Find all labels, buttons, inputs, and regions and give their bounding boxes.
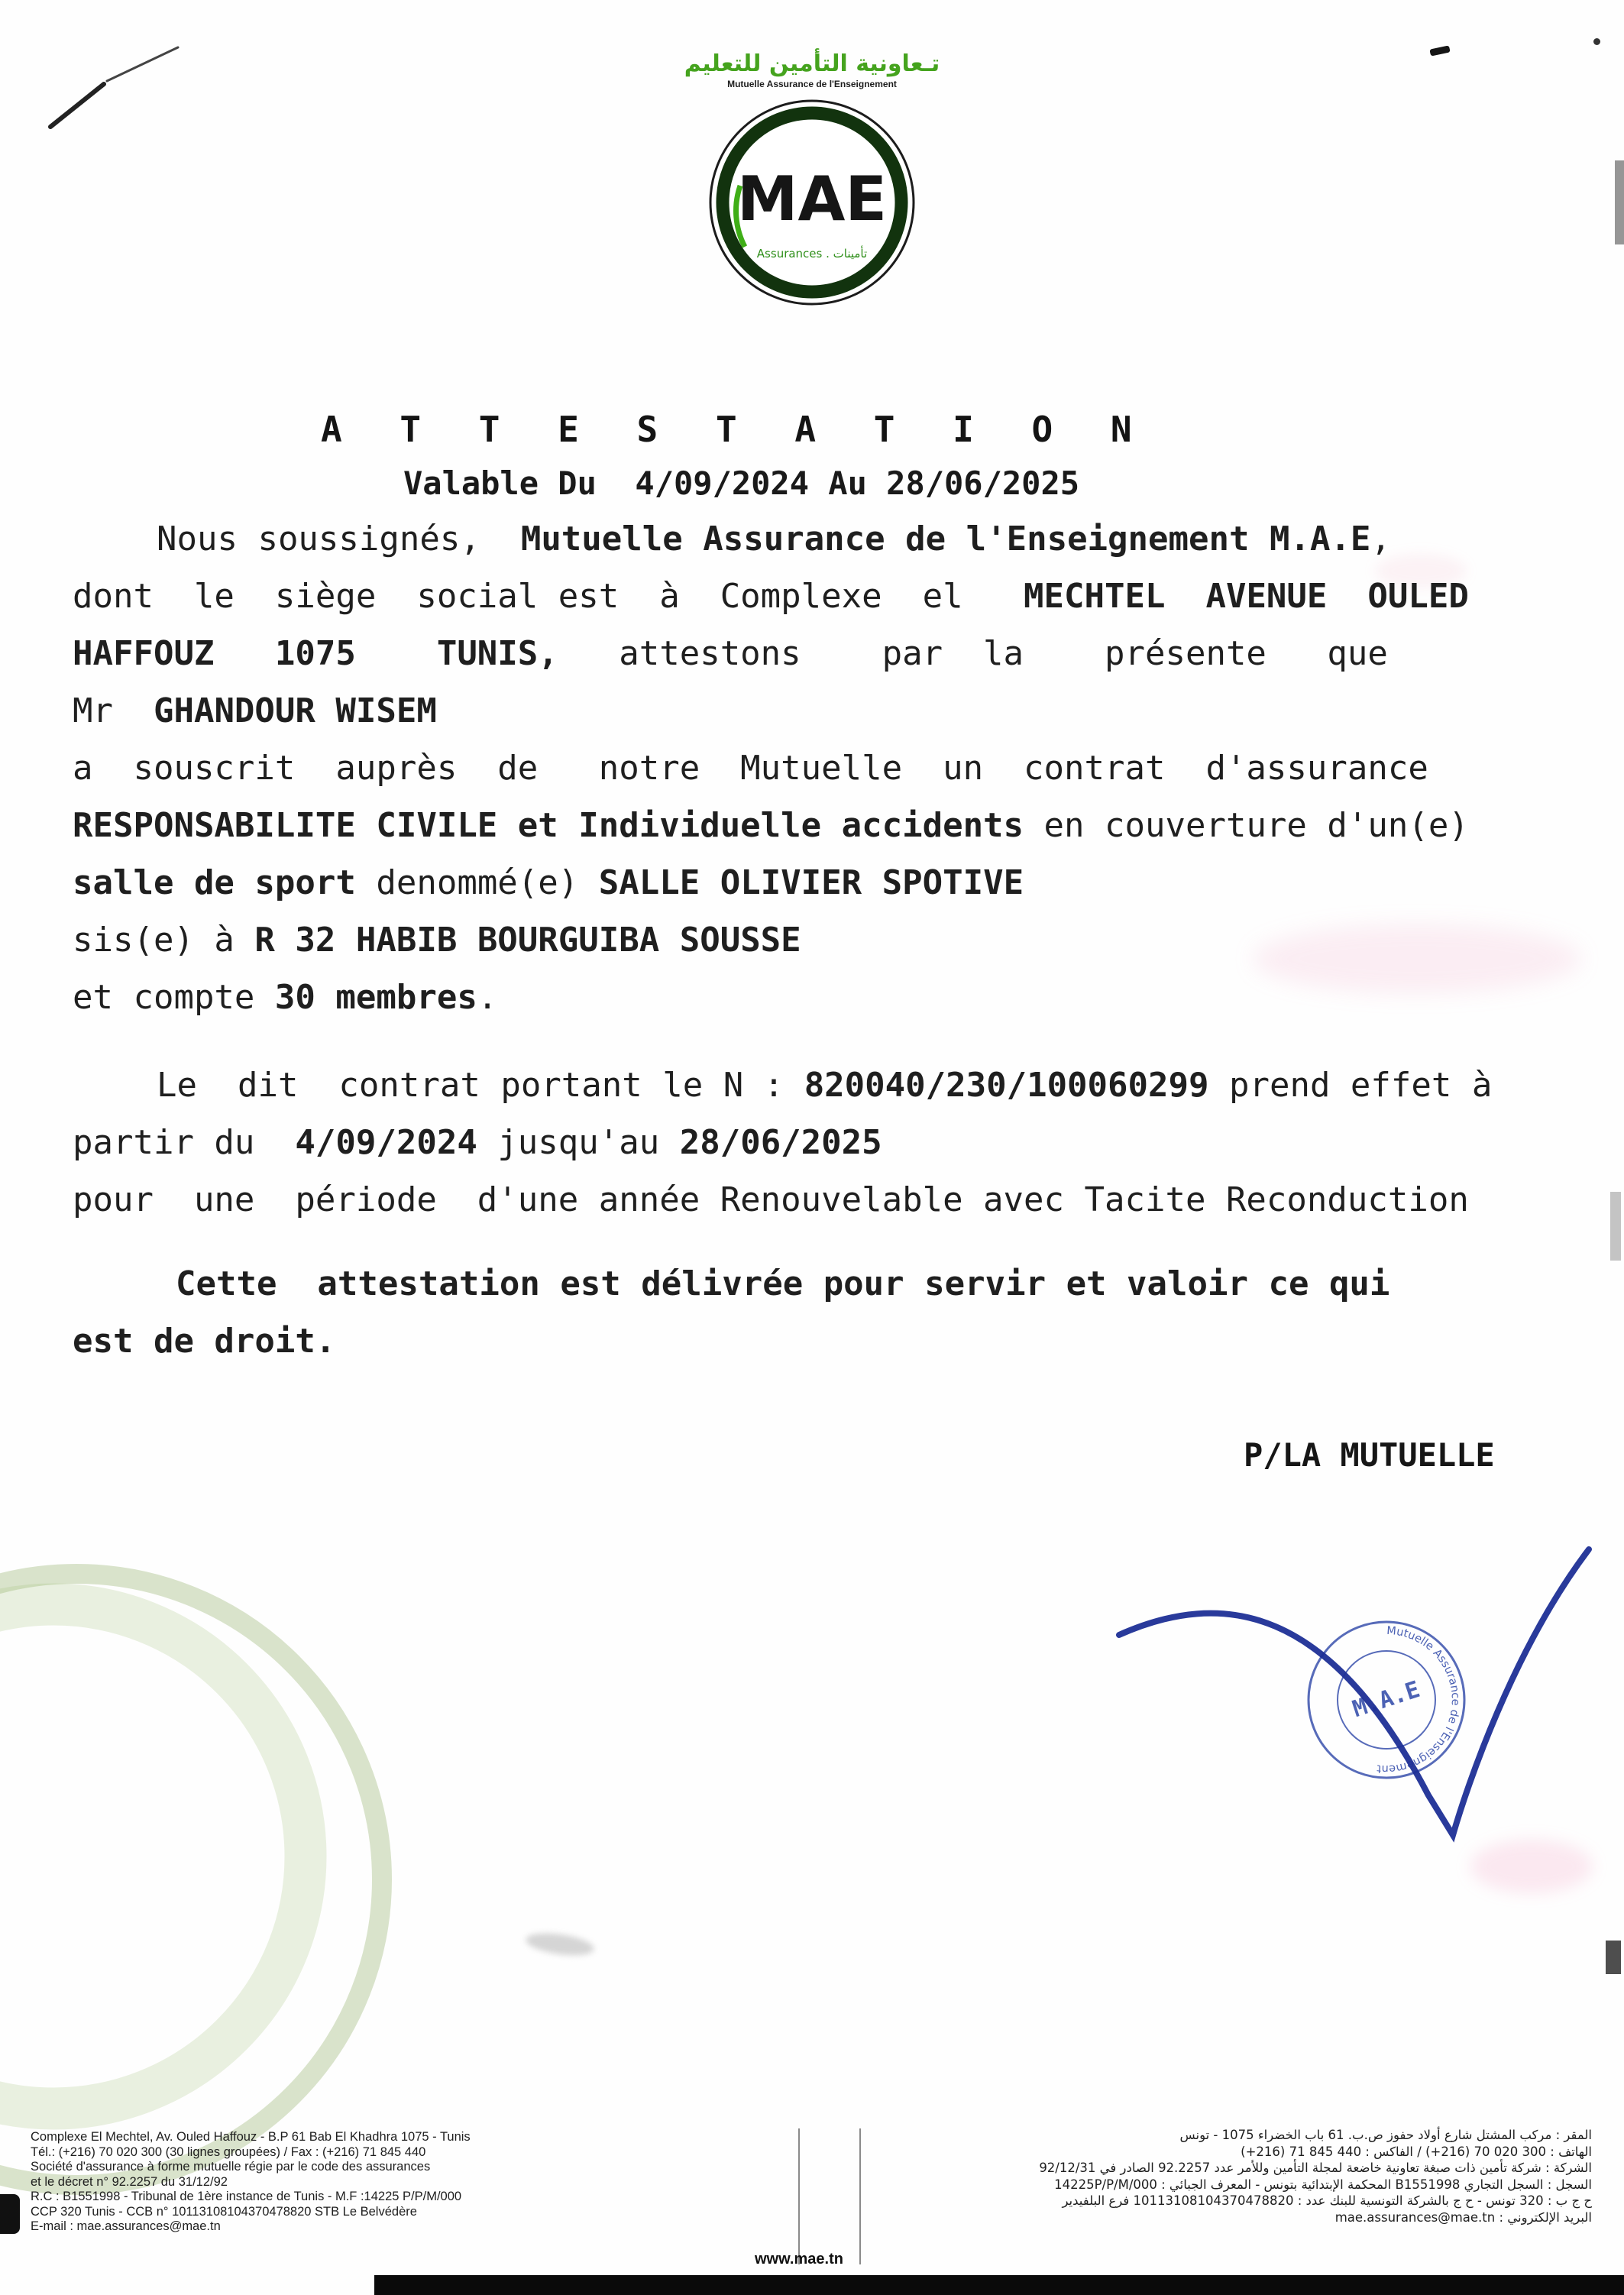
body-segment-bold: Cette attestation est délivrée pour servir et valoir ce qui bbox=[176, 1264, 1390, 1303]
body-line bbox=[73, 911, 1624, 969]
footer-divider bbox=[859, 2128, 861, 2264]
signoff-label: P/LA MUTUELLE bbox=[1244, 1436, 1495, 1474]
body-line bbox=[73, 1171, 1624, 1228]
body-segment: Nous soussignés, bbox=[157, 520, 521, 558]
body-segment: pour une période d'une année Renouvelable avec Tacite Reconduction bbox=[73, 1180, 1469, 1219]
body-segment: en couverture d'un(e) bbox=[1024, 806, 1469, 845]
body-segment-bold: 4/09/2024 bbox=[295, 1123, 477, 1162]
scan-bottom-bar bbox=[374, 2275, 1624, 2295]
body-line bbox=[73, 969, 1624, 1026]
footer-divider bbox=[798, 2128, 800, 2264]
body-segment: Mr bbox=[73, 691, 154, 730]
footer-arabic-line: الهاتف : 300 020 70 (216+) / الفاكس : 440 845 71 (216+) bbox=[1241, 2144, 1592, 2159]
body-line bbox=[73, 1057, 1624, 1114]
body-text bbox=[73, 510, 1624, 1370]
scan-edge-mark bbox=[0, 2194, 20, 2234]
body-segment: sis(e) à bbox=[73, 921, 255, 960]
body-line bbox=[73, 682, 1624, 740]
document-title: A T T E S T A T I O N bbox=[321, 409, 1150, 450]
body-line bbox=[73, 1313, 1624, 1370]
footer-french-line: R.C : B1551998 - Tribunal de 1ère instance de Tunis - M.F :14225 P/P/M/000 bbox=[31, 2190, 462, 2203]
body-segment-bold: GHANDOUR WISEM bbox=[153, 691, 437, 730]
logo-caption: Mutuelle Assurance de l'Enseignement bbox=[727, 79, 897, 89]
scan-edge-mark bbox=[1615, 160, 1624, 244]
body-segment-bold: 30 membres bbox=[274, 978, 477, 1017]
footer-arabic-line: السجل : السجل التجاري B1551998 المحكمة الإبتدائية بتونس - المعرف الجبائي : 14225P/P/M/000 bbox=[1054, 2177, 1592, 2192]
body-line bbox=[73, 625, 1624, 682]
mae-logo bbox=[671, 50, 953, 312]
mae-logo-emblem bbox=[705, 95, 919, 309]
stamp-center-text: M.A.E bbox=[1349, 1675, 1424, 1724]
body-segment-bold: R 32 HABIB BOURGUIBA SOUSSE bbox=[254, 921, 801, 960]
scan-edge-mark bbox=[1606, 1941, 1621, 1974]
footer-arabic-block bbox=[886, 2127, 1592, 2225]
body-line bbox=[73, 1255, 1624, 1313]
body-segment: jusqu'au bbox=[477, 1123, 680, 1162]
handwritten-signature bbox=[1119, 1549, 1589, 1835]
body-segment-bold: SALLE OLIVIER SPOTIVE bbox=[598, 863, 1024, 902]
scan-speck bbox=[1429, 45, 1450, 56]
logo-assurances-text: Assurances . تأمينات bbox=[756, 247, 868, 261]
footer-arabic-line: المقر : مركب المشتل شارع أولاد حفوز ص.ب. 61 باب الخضراء 1075 - تونس bbox=[1179, 2128, 1592, 2142]
footer-french-line: et le décret n° 92.2257 du 31/12/92 bbox=[31, 2174, 228, 2189]
footer-french-block bbox=[31, 2130, 764, 2235]
body-segment: et compte bbox=[73, 978, 275, 1017]
body-segment: , bbox=[1370, 520, 1391, 558]
stamp-and-signature bbox=[1100, 1536, 1624, 1856]
body-segment: . bbox=[477, 978, 498, 1017]
footer-french-line: Tél.: (+216) 70 020 300 (30 lignes groupées) / Fax : (+216) 71 845 440 bbox=[31, 2144, 426, 2159]
body-segment-bold: salle de sport bbox=[73, 863, 356, 902]
validity-period: Valable Du 4/09/2024 Au 28/06/2025 bbox=[403, 465, 1080, 502]
logo-arabic-title: تـعاونية التأمين للتعليم bbox=[684, 50, 940, 77]
body-segment-bold: Mutuelle Assurance de l'Enseignement M.A.E bbox=[520, 520, 1371, 558]
footer-arabic-line: البريد الإلكتروني : mae.assurances@mae.tn bbox=[1334, 2209, 1592, 2225]
body-segment-bold: MECHTEL AVENUE OULED bbox=[1024, 577, 1469, 616]
footer-french-line: Société d'assurance à forme mutuelle régie par le code des assurances bbox=[31, 2160, 431, 2174]
footer-french-line: E-mail : mae.assurances@mae.tn bbox=[31, 2219, 221, 2233]
body-segment: prend effet à bbox=[1208, 1066, 1493, 1105]
body-segment-bold: est de droit. bbox=[73, 1322, 336, 1361]
body-line bbox=[73, 568, 1624, 625]
body-line bbox=[73, 740, 1624, 797]
website-url: www.mae.tn bbox=[755, 2251, 843, 2267]
body-line bbox=[73, 1114, 1624, 1171]
body-segment-bold: 28/06/2025 bbox=[679, 1123, 882, 1162]
logo-mae-text: MAE bbox=[736, 163, 888, 235]
body-segment-bold: RESPONSABILITE CIVILE et Individuelle accidents bbox=[73, 806, 1024, 845]
body-line bbox=[73, 510, 1624, 568]
body-segment: denommé(e) bbox=[355, 863, 599, 902]
pen-scratch-artifact bbox=[37, 37, 205, 144]
body-segment: a souscrit auprès de notre Mutuelle un contrat d'assurance bbox=[73, 749, 1428, 788]
body-segment-bold: 820040/230/100060299 bbox=[804, 1066, 1209, 1105]
footer-arabic-line: الشركة : شركة تأمين ذات صبغة تعاونية خاضعة لمجلة التأمين وللأمر عدد 92.2257 الصادر في 92/12/31 bbox=[1039, 2161, 1592, 2175]
body-segment: Le dit contrat portant le N : bbox=[157, 1066, 804, 1105]
body-segment-bold: HAFFOUZ 1075 TUNIS, bbox=[73, 634, 558, 673]
body-line bbox=[73, 797, 1624, 854]
body-segment: partir du bbox=[73, 1123, 296, 1162]
stamp-ring-text: Mutuelle Assurance de l'Enseignement bbox=[1376, 1624, 1462, 1775]
body-segment: attestons par la présente que bbox=[558, 634, 1388, 673]
scan-speck bbox=[1593, 38, 1600, 45]
body-line bbox=[73, 854, 1624, 911]
body-segment: dont le siège social est à Complexe el bbox=[73, 577, 1024, 616]
scan-smudge bbox=[525, 1930, 596, 1959]
footer-arabic-line: ح ج ب : 320 تونس - ح ج بالشركة التونسية للبنك عدد : 10113108104370478820 فرع البلفيدير bbox=[1062, 2193, 1592, 2208]
footer-french-line: Complexe El Mechtel, Av. Ouled Haffouz - B.P 61 Bab El Khadhra 1075 - Tunis bbox=[31, 2130, 471, 2144]
footer-french-line: CCP 320 Tunis - CCB n° 10113108104370478820 STB Le Belvédère bbox=[31, 2204, 417, 2219]
